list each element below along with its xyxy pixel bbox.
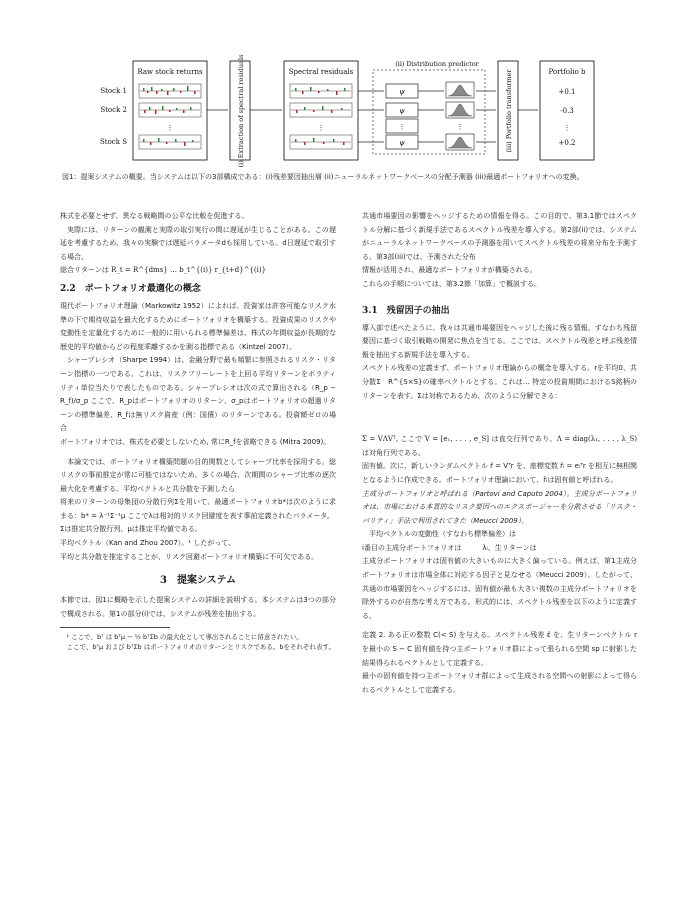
right-paragraph-principal: 主成分ポートフォリオと呼ばれる（Partovi and Caputo 2004）。主成分ポートフォリオは、市場における本質的なリスク要因へのエクスポージャーを分散させる「リスク・パリティ」手法で利用されてきた（Meucci 2009）。 <box>362 489 637 525</box>
right-paragraph-3: これらの手順については、第3.2節「加算」で概説する。 <box>362 279 541 288</box>
right-paragraph-final: 最小の固有値を持つ主ポートフォリオ群によって生成される空間への射影によって得られるベクトルとして定義する。 <box>362 672 637 694</box>
footnote-2: ここで、bᵀμ および bᵀΣb はポートフォリオのリターンとリスクである。bをそれぞれ表す。 <box>66 643 335 652</box>
distribution-curves <box>446 82 474 150</box>
left-paragraph-mitra: ポートフォリオでは、株式を必要としないため, 常にR_fを省略できる (Mitra 2009)。 <box>60 437 331 446</box>
spectral-title: Spectral residuals <box>288 68 354 76</box>
raw-returns-title: Raw stock returns <box>137 68 203 76</box>
raw-series-2 <box>139 103 201 117</box>
right-paragraph-bias: 主成分ポートフォリオは固有値の大きいものに大きく偏っている。例えば、第1主成分ポートフォリオは市場全体に対応する因子と見なせる（Meucci 2009）。したがって、共通の市場要因をヘッジするには、固有値が最も大きい複数の主成分ポートフォリオを除外するのが自然な考え方である。形式的には、スペクトル残差を以下のように定義する。 <box>362 557 637 620</box>
right-paragraph-2: 情報が活用され、最適なポートフォリオが構築される。 <box>362 266 537 275</box>
left-paragraph-1: 株式を必要とせず、異なる戦略間の公平な比較を促進する。 <box>60 212 249 220</box>
right-paragraph-definition: スペクトル残差の定義まず、ポートフォリオ理論からの概念を導入する。rを平均0、共分散Σ R^{S×S}の確率ベクトルとする。これは… 特定の投資期間におけるS銘柄のリターンを表す。Σは対称であるため、次のように分解できる： <box>362 364 637 400</box>
left-column <box>60 210 336 652</box>
right-column <box>362 210 637 697</box>
right-paragraph-intro: 導入部で述べたように、我々は共通市場要因をヘッジした後に残る情報、すなわち残留要因に基づく取引戦略の開発に焦点を当てる。ここでは、スペクトル残差と呼ぶ残差情報を抽出する新規手法を導入する。 <box>362 323 637 359</box>
distribution-title: (ii) Distribution predictor <box>395 60 479 68</box>
psi-label-2: ψ <box>399 107 405 115</box>
section-3-1-heading: 3.1 残留因子の抽出 <box>362 305 450 316</box>
psi-label-s: ψ <box>399 139 405 147</box>
weight-1: +0.1 <box>558 88 576 96</box>
left-return-formula: 総合リターンは R_t = R^{dms} … b_t^{(i)} r_{t+d}^{(i)} <box>60 266 267 275</box>
section-3-heading: 3 提案システム <box>160 575 236 587</box>
spectral-series-2 <box>290 103 352 117</box>
spectral-dots: ⋮ <box>317 124 325 132</box>
stock-s-label: Stock S <box>99 138 127 146</box>
left-paragraph-markowitz: 現代ポートフォリオ理論（Markowitz 1952）によれば、投資家は許容可能なリスク水準の下で期待収益を最大化するためにポートフォリオを構築する。投資成果のリスクや変動性を定量化するために一般的に用いられる標準偏差は、株式の年間収益が長期的な歴史的平均値からどの程度乖離するかを測る指標である（Kintzel 2007）。 <box>60 301 336 351</box>
left-paragraph-estimate: 平均と共分散を推定することが、リスク回避ポートフォリオ構築に不可欠である。 <box>60 552 319 561</box>
right-paragraph-1: 共通市場要因の影響をヘッジするための情報を得る。この目的で、第3.1節ではスペクトル分解に基づく新規手法であるスペクトル残差を導入する。第2部(ii)では、システムがニューラルネットワークベースの予測器を用いてスペクトル残差の将来分布を予測する。第3部(iii)では、予測された分布 <box>362 212 637 261</box>
footnote-1: ¹ ここで、bᵀ は bᵀμ − ½ bᵀΣb の最大化として導出されることに留意されたい。 <box>66 633 303 642</box>
portfolio-title: Portfolio b <box>548 68 586 76</box>
weight-2: -0.3 <box>560 107 574 115</box>
extraction-label: (i) Extraction of spectral residuals <box>237 54 245 168</box>
left-paragraph-system: 本節では、図1に概略を示した提案システムの詳細を説明する。本システムは3つの部分で構成される。第1の部分(i)では、システムが残差を抽出する。 <box>60 596 336 618</box>
right-paragraph-def2: 定義 2. ある正の整数 C(< S) を与える。スペクトル残差 ε̃ を、生リターンベクトル r を最小の S − C 固有値を持つ主ポートフォリオ群によって張られる空間 sp に射影した結果得られるベクトルとして定義する。 <box>362 631 637 667</box>
right-paragraph-ith: i番目の主成分ポートフォリオは λᵢ、生リターンは <box>362 543 537 552</box>
spectral-series-s <box>290 135 352 149</box>
stock-1-label: Stock 1 <box>100 87 127 95</box>
weight-s: +0.2 <box>558 139 576 147</box>
raw-dots: ⋮ <box>166 124 174 132</box>
left-paragraph-mean: 平均ベクトル（Kan and Zhou 2007）。¹ したがって、 <box>60 539 236 548</box>
left-paragraph-objective: 本論文では、ポートフォリオ構築問題の目的関数としてシャープ比率を採用する。総リスクの事前推定が常に可能ではないため、多くの場合、次期間のシャープ比率の逐次最大化を考慮する。平均ベクトルと共分散を予測したら <box>60 457 336 493</box>
weight-dots: ⋮ <box>563 124 571 132</box>
spectral-series-1 <box>290 84 352 98</box>
stock-2-label: Stock 2 <box>100 106 127 114</box>
raw-series-1 <box>139 84 201 98</box>
right-paragraph-mean-vector: 平均ベクトルの変動性（すなわち標準偏差）は <box>369 530 516 539</box>
right-eigen-equation: Σ = VΛVᵀ, ここで V = [e₁, . . . , e_S] は直交行列であり、Λ = diag(λ₁, . . . , λ_S) は対角行列である。 <box>362 435 637 457</box>
left-paragraph-optimal: 将来のリターンの母集団の分散行列Σを用いて、最適ポートフォリオb*は次のように求まる：b* = λ⁻¹Σ⁻¹μ ここでλは相対的リスク回避度を表す事前定義されたパラメータ。 <box>60 498 336 520</box>
left-paragraph-sigma: Σは推定共分散行列、μは推定平均値である。 <box>60 525 202 534</box>
psi-label-1: ψ <box>399 88 405 96</box>
section-2-2-heading: 2.2 ポートフォリオ最適化の概念 <box>60 283 201 294</box>
left-paragraph-2: 実際には、リターンの観測と実際の取引実行の間に遅延が生じることがある。この遅延を考慮するため、我々の実験では遅延パラメータdも採用している。d日遅延で取引する場合、 <box>60 225 336 261</box>
psi-dots: ⋮ <box>398 123 406 131</box>
figure-caption: 図1：提案システムの概要。当システムは以下の3部構成である：(i)残差要因抽出層 (ii)ニューラルネットワークベースの分配予測器 (iii)最適ポートフォリオへの変換。 <box>62 173 584 181</box>
system-overview-figure <box>0 0 695 200</box>
raw-series-s <box>139 135 201 149</box>
left-paragraph-sharpe: シャープレシオ（Sharpe 1994）は、金融分野で最も頻繁に参照されるリスク・リターン指標の一つである。これは、リスクフリーレートを上回る平均リターンをボラティリティ単位当たりで表したものである。シャープレシオは次の式で算出される（R_p − R_f)/σ_p ここで、R_pはポートフォリオのリターン、σ_pはポートフォリオの超過リターンの標準偏差、R_fは無リスク資産（例：国債）のリターンである。投資額ゼロの場合 <box>60 356 336 433</box>
flow-arrows <box>207 91 538 142</box>
transformer-label: (iii) Portfolio transformer <box>505 69 513 153</box>
curve-dots: ⋮ <box>456 123 464 131</box>
right-paragraph-eigenvalue: 固有値。次に、新しいランダムベクトル r̃ = Vᵀr を、座標変数 r̃ᵢ = eᵢᵀr を相互に無相関となるように作成できる。ポートフォリオ理論において、r̃ᵢは固有値と呼ばれる。 <box>362 462 637 484</box>
footnote-rule <box>60 627 170 628</box>
